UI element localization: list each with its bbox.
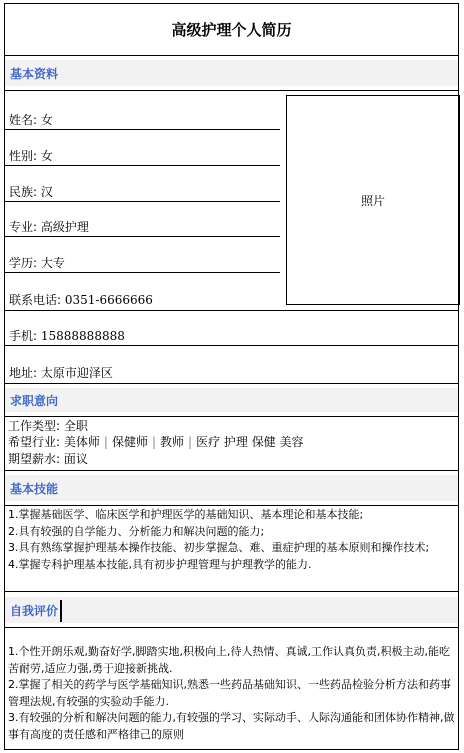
self-eval-item: 3.有较强的分析和解决问题的能力,有较强的学习、实际动手、人际沟通能和团体协作精神,做事有高度的责任感和严格律己的原则 <box>8 711 455 741</box>
job-type-value: 全职 <box>63 419 88 433</box>
name-value: 女 <box>40 113 53 127</box>
education-value: 大专 <box>40 256 65 270</box>
section-header-basic: 基本资料 <box>5 60 458 86</box>
gender-value: 女 <box>40 149 53 163</box>
divider <box>4 236 280 237</box>
divider <box>4 383 459 384</box>
divider <box>4 201 280 202</box>
job-type-row <box>8 418 88 434</box>
salary-row <box>8 451 88 467</box>
name-label: 姓名: <box>9 113 38 127</box>
name-field <box>9 111 53 128</box>
self-eval-item: 2.掌握了相关的药学与医学基础知识,熟悉一些药品基础知识、一些药品检验分析方法和药事管理法规,有较强的实验动手能力. <box>8 678 451 708</box>
divider <box>4 165 280 166</box>
section-header-self: 自我评价 <box>5 597 458 623</box>
separator: | <box>188 435 193 449</box>
photo-label: 照片 <box>360 193 385 208</box>
industry-item: 保健师 <box>111 435 148 449</box>
ethnicity-field <box>9 183 53 200</box>
photo-placeholder <box>286 95 460 305</box>
skills-list <box>8 507 456 573</box>
phone-value: 0351-6666666 <box>64 293 153 307</box>
mobile-label: 手机: <box>9 329 38 343</box>
mobile-value: 15888888888 <box>40 329 125 343</box>
self-eval-list <box>8 644 456 743</box>
education-field <box>9 254 65 271</box>
industry-item: 教师 <box>160 435 185 449</box>
separator: | <box>103 435 108 449</box>
document-title: 高级护理个人简历 <box>171 20 292 39</box>
address-field <box>9 364 113 381</box>
address-value: 太原市迎泽区 <box>40 366 113 380</box>
text-cursor <box>60 600 62 622</box>
skill-item: 1.掌握基础医学、临床医学和护理医学的基础知识、基本理论和基本技能; <box>8 508 364 521</box>
industry-row <box>8 434 304 450</box>
divider <box>4 129 280 130</box>
phone-field <box>9 291 153 308</box>
skill-item: 4.掌握专科护理基本技能,具有初步护理管理与护理教学的能力. <box>8 557 312 571</box>
mobile-field <box>9 327 125 344</box>
education-label: 学历: <box>9 256 38 270</box>
phone-label: 联系电话: <box>9 293 62 307</box>
gender-field <box>9 147 53 164</box>
industry-label: 希望行业: <box>8 435 61 449</box>
divider <box>4 345 459 346</box>
divider <box>4 505 459 506</box>
divider <box>4 55 459 56</box>
industry-item: 医疗 护理 保健 美容 <box>196 435 304 449</box>
major-value: 高级护理 <box>40 220 89 234</box>
major-label: 专业: <box>9 220 38 234</box>
divider <box>4 272 280 273</box>
gender-label: 性别: <box>9 149 38 163</box>
job-type-label: 工作类型: <box>8 419 61 433</box>
divider <box>4 90 459 91</box>
divider <box>4 591 459 592</box>
industry-item: 美体师 <box>63 435 100 449</box>
separator: | <box>151 435 156 449</box>
divider <box>4 470 459 471</box>
self-eval-item: 1.个性开朗乐观,勤奋好学,脚踏实地,积极向上,待人热情、真诚,工作认真负责,积极主动,能吃苦耐劳,适应力强,勇于迎接新挑战. <box>8 645 450 675</box>
ethnicity-label: 民族: <box>9 185 38 199</box>
ethnicity-value: 汉 <box>40 185 53 199</box>
salary-value: 面议 <box>63 452 88 466</box>
skill-item: 2.具有较强的自学能力、分析能力和解决问题的能力; <box>8 524 265 538</box>
section-header-intent: 求职意向 <box>5 388 458 412</box>
section-header-skills: 基本技能 <box>5 475 458 501</box>
divider <box>4 627 459 628</box>
address-label: 地址: <box>9 366 38 380</box>
major-field <box>9 218 89 235</box>
salary-label: 期望薪水: <box>8 452 61 466</box>
divider <box>4 310 459 311</box>
divider <box>4 416 459 417</box>
skill-item: 3.具有熟练掌握护理基本操作技能、初步掌握急、难、重症护理的基本原则和操作技术; <box>8 541 430 554</box>
